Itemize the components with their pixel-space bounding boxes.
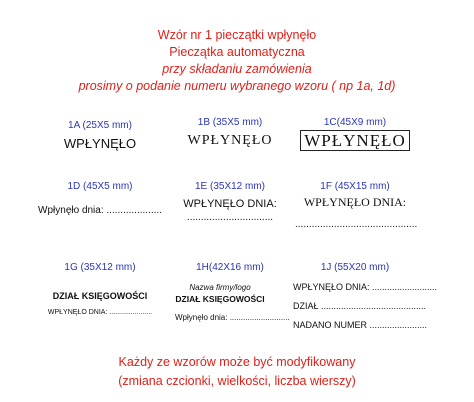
stamp-1e-text: WPŁYNĘŁO DNIA: bbox=[183, 198, 277, 210]
stamp-1a-text: WPŁYNĘŁO bbox=[63, 136, 137, 151]
stamp-1d-label: 1D (45X5 mm) bbox=[67, 181, 133, 192]
stamp-1h-text: Wpłynęło dnia: ........................... bbox=[175, 313, 290, 322]
stamp-1a-label: 1A (25X5 mm) bbox=[68, 120, 132, 131]
stamp-1g-label: 1G (35X12 mm) bbox=[64, 262, 136, 273]
footer-line-2: (zmiana czcionki, wielkości, liczba wierszy) bbox=[118, 374, 356, 388]
stamp-1j-line-1: WPŁYNĘŁO DNIA: .......................... bbox=[293, 282, 438, 292]
stamp-1g-title: DZIAŁ KSIĘGOWOŚCI bbox=[52, 291, 148, 301]
stamp-1h-company: Nazwa firmy/logo bbox=[189, 283, 251, 292]
stamp-1j-line-2: DZIAŁ .......................................... bbox=[293, 301, 427, 311]
stamp-1f-dots: ............................................ bbox=[295, 219, 418, 230]
stamp-1h-title: DZIAŁ KSIĘGOWOŚCI bbox=[175, 294, 265, 304]
stamp-1f-text: WPŁYNĘŁO DNIA: bbox=[303, 195, 407, 209]
stamp-1b-text: WPŁYNĘŁO bbox=[187, 133, 273, 148]
stamp-1c bbox=[295, 131, 415, 151]
stamp-1c-label: 1C(45X9 mm) bbox=[323, 117, 387, 128]
header-line-1: Wzór nr 1 pieczątki wpłynęło bbox=[157, 28, 317, 42]
stamp-1h-label: 1H(42X16 mm) bbox=[196, 262, 264, 273]
header-line-3: przy składaniu zamówienia bbox=[162, 62, 312, 76]
header-line-4: prosimy o podanie numeru wybranego wzoru ( np 1a, 1d) bbox=[78, 79, 396, 93]
stamp-1j-label: 1J (55X20 mm) bbox=[320, 262, 390, 273]
stamp-1c-text: WPŁYNĘŁO bbox=[300, 130, 409, 151]
stamp-1j-line-3: NADANO NUMER ....................... bbox=[293, 320, 428, 330]
footer-line-1: Każdy ze wzorów może być modyfikowany bbox=[118, 355, 356, 369]
stamp-1e-label: 1E (35X12 mm) bbox=[194, 181, 266, 192]
stamp-1f-label: 1F (45X15 mm) bbox=[320, 181, 390, 192]
stamp-1g-text: WPŁYNĘŁO DNIA: ...................... bbox=[47, 309, 153, 316]
header-line-2: Pieczątka automatyczna bbox=[169, 45, 305, 59]
stamp-1b-label: 1B (35X5 mm) bbox=[197, 117, 263, 128]
stamp-1e-dots: ............................... bbox=[186, 212, 274, 223]
stamp-1d-text: Wpłynęło dnia: .................... bbox=[38, 205, 162, 216]
